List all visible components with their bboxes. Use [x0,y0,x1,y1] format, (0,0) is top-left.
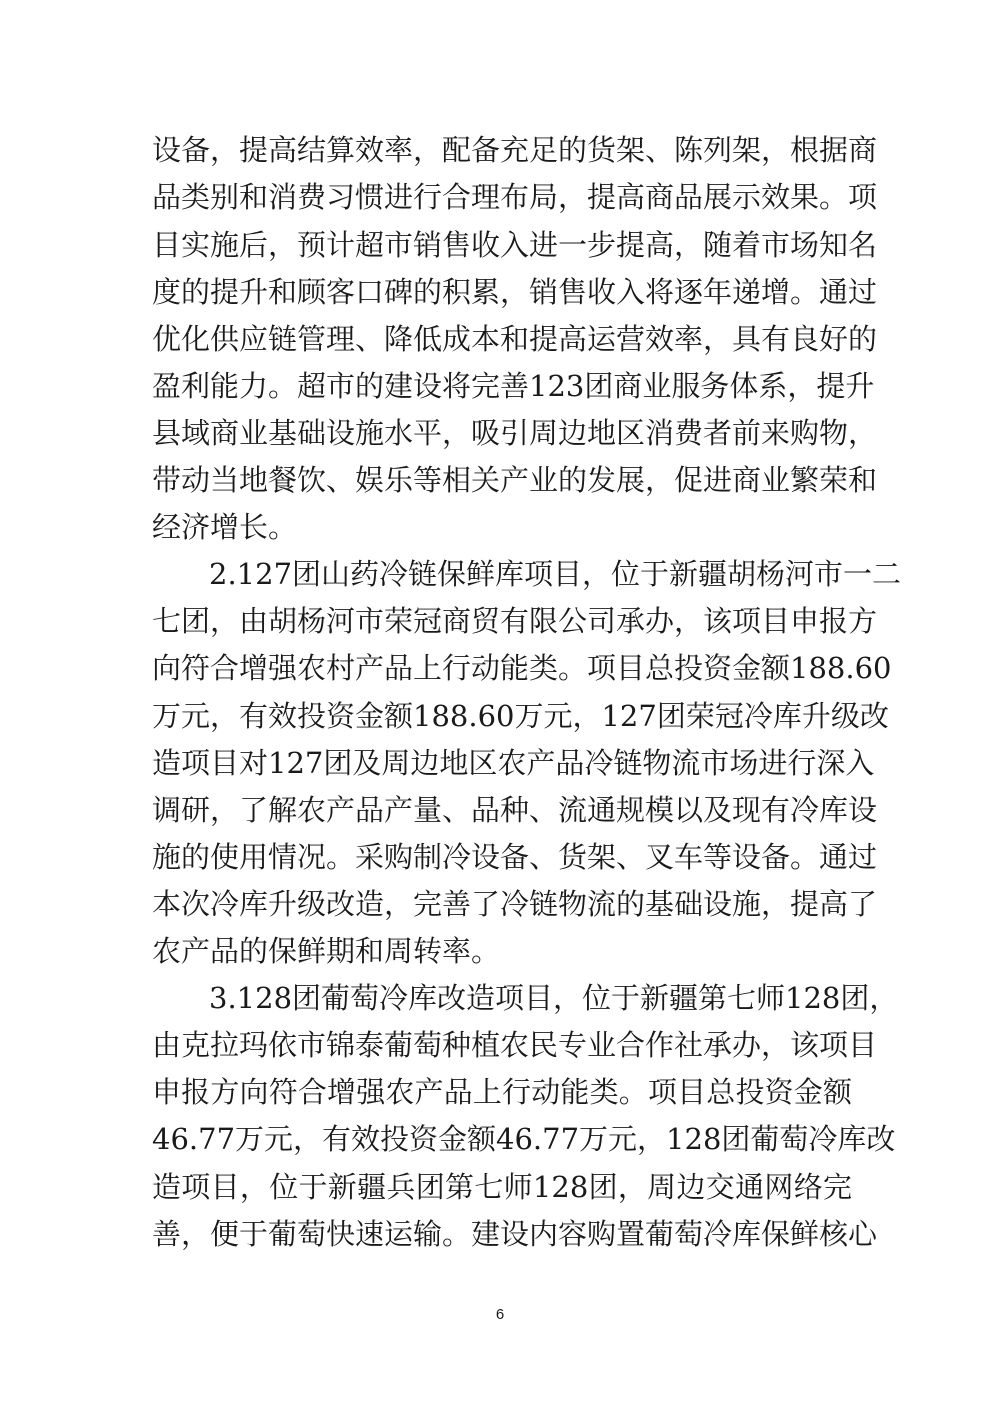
text-line: 目实施后，预计超市销售收入进一步提高，随着市场知名 [152,228,878,262]
text-line: 设备，提高结算效率，配备充足的货架、陈列架，根据商 [152,133,878,167]
text-line: 善，便于葡萄快速运输。建设内容购置葡萄冷库保鲜核心 [152,1217,878,1251]
text-line: 盈利能力。超市的建设将完善123团商业服务体系，提升 [152,369,875,403]
text-line: 带动当地餐饮、娱乐等相关产业的发展，促进商业繁荣和 [152,463,878,497]
text-line: 农产品的保鲜期和周转率。 [152,934,501,968]
text-line: 万元，有效投资金额188.60万元，127团荣冠冷库升级改 [152,699,889,733]
text-line: 度的提升和顾客口碑的积累，销售收入将逐年递增。通过 [152,275,878,309]
text-line: 七团，由胡杨河市荣冠商贸有限公司承办，该项目申报方 [152,604,878,638]
text-line: 优化供应链管理、降低成本和提高运营效率，具有良好的 [152,322,878,356]
text-line: 3.128团葡萄冷库改造项目，位于新疆第七师128团， [209,981,899,1015]
text-line: 46.77万元，有效投资金额46.77万元，128团葡萄冷库改 [152,1122,896,1156]
text-line: 2.127团山药冷链保鲜库项目，位于新疆胡杨河市一二 [209,557,902,591]
text-line: 本次冷库升级改造，完善了冷链物流的基础设施，提高了 [152,887,878,921]
text-line: 造项目，位于新疆兵团第七师128团，周边交通网络完 [152,1170,852,1204]
page-number: 6 [495,1306,505,1323]
text-line: 经济增长。 [152,510,298,544]
text-line: 由克拉玛依市锦泰葡萄种植农民专业合作社承办，该项目 [152,1028,878,1062]
text-line: 品类别和消费习惯进行合理布局，提高商品展示效果。项 [152,180,878,214]
text-line: 调研，了解农产品产量、品种、流通规模以及现有冷库设 [152,793,878,827]
text-line: 向符合增强农村产品上行动能类。项目总投资金额188.60 [152,651,892,685]
text-line: 施的使用情况。采购制冷设备、货架、叉车等设备。通过 [152,840,878,874]
text-line: 申报方向符合增强农产品上行动能类。项目总投资金额 [152,1075,852,1109]
text-line: 造项目对127团及周边地区农产品冷链物流市场进行深入 [152,746,875,780]
text-line: 县域商业基础设施水平，吸引周边地区消费者前来购物， [152,416,878,450]
